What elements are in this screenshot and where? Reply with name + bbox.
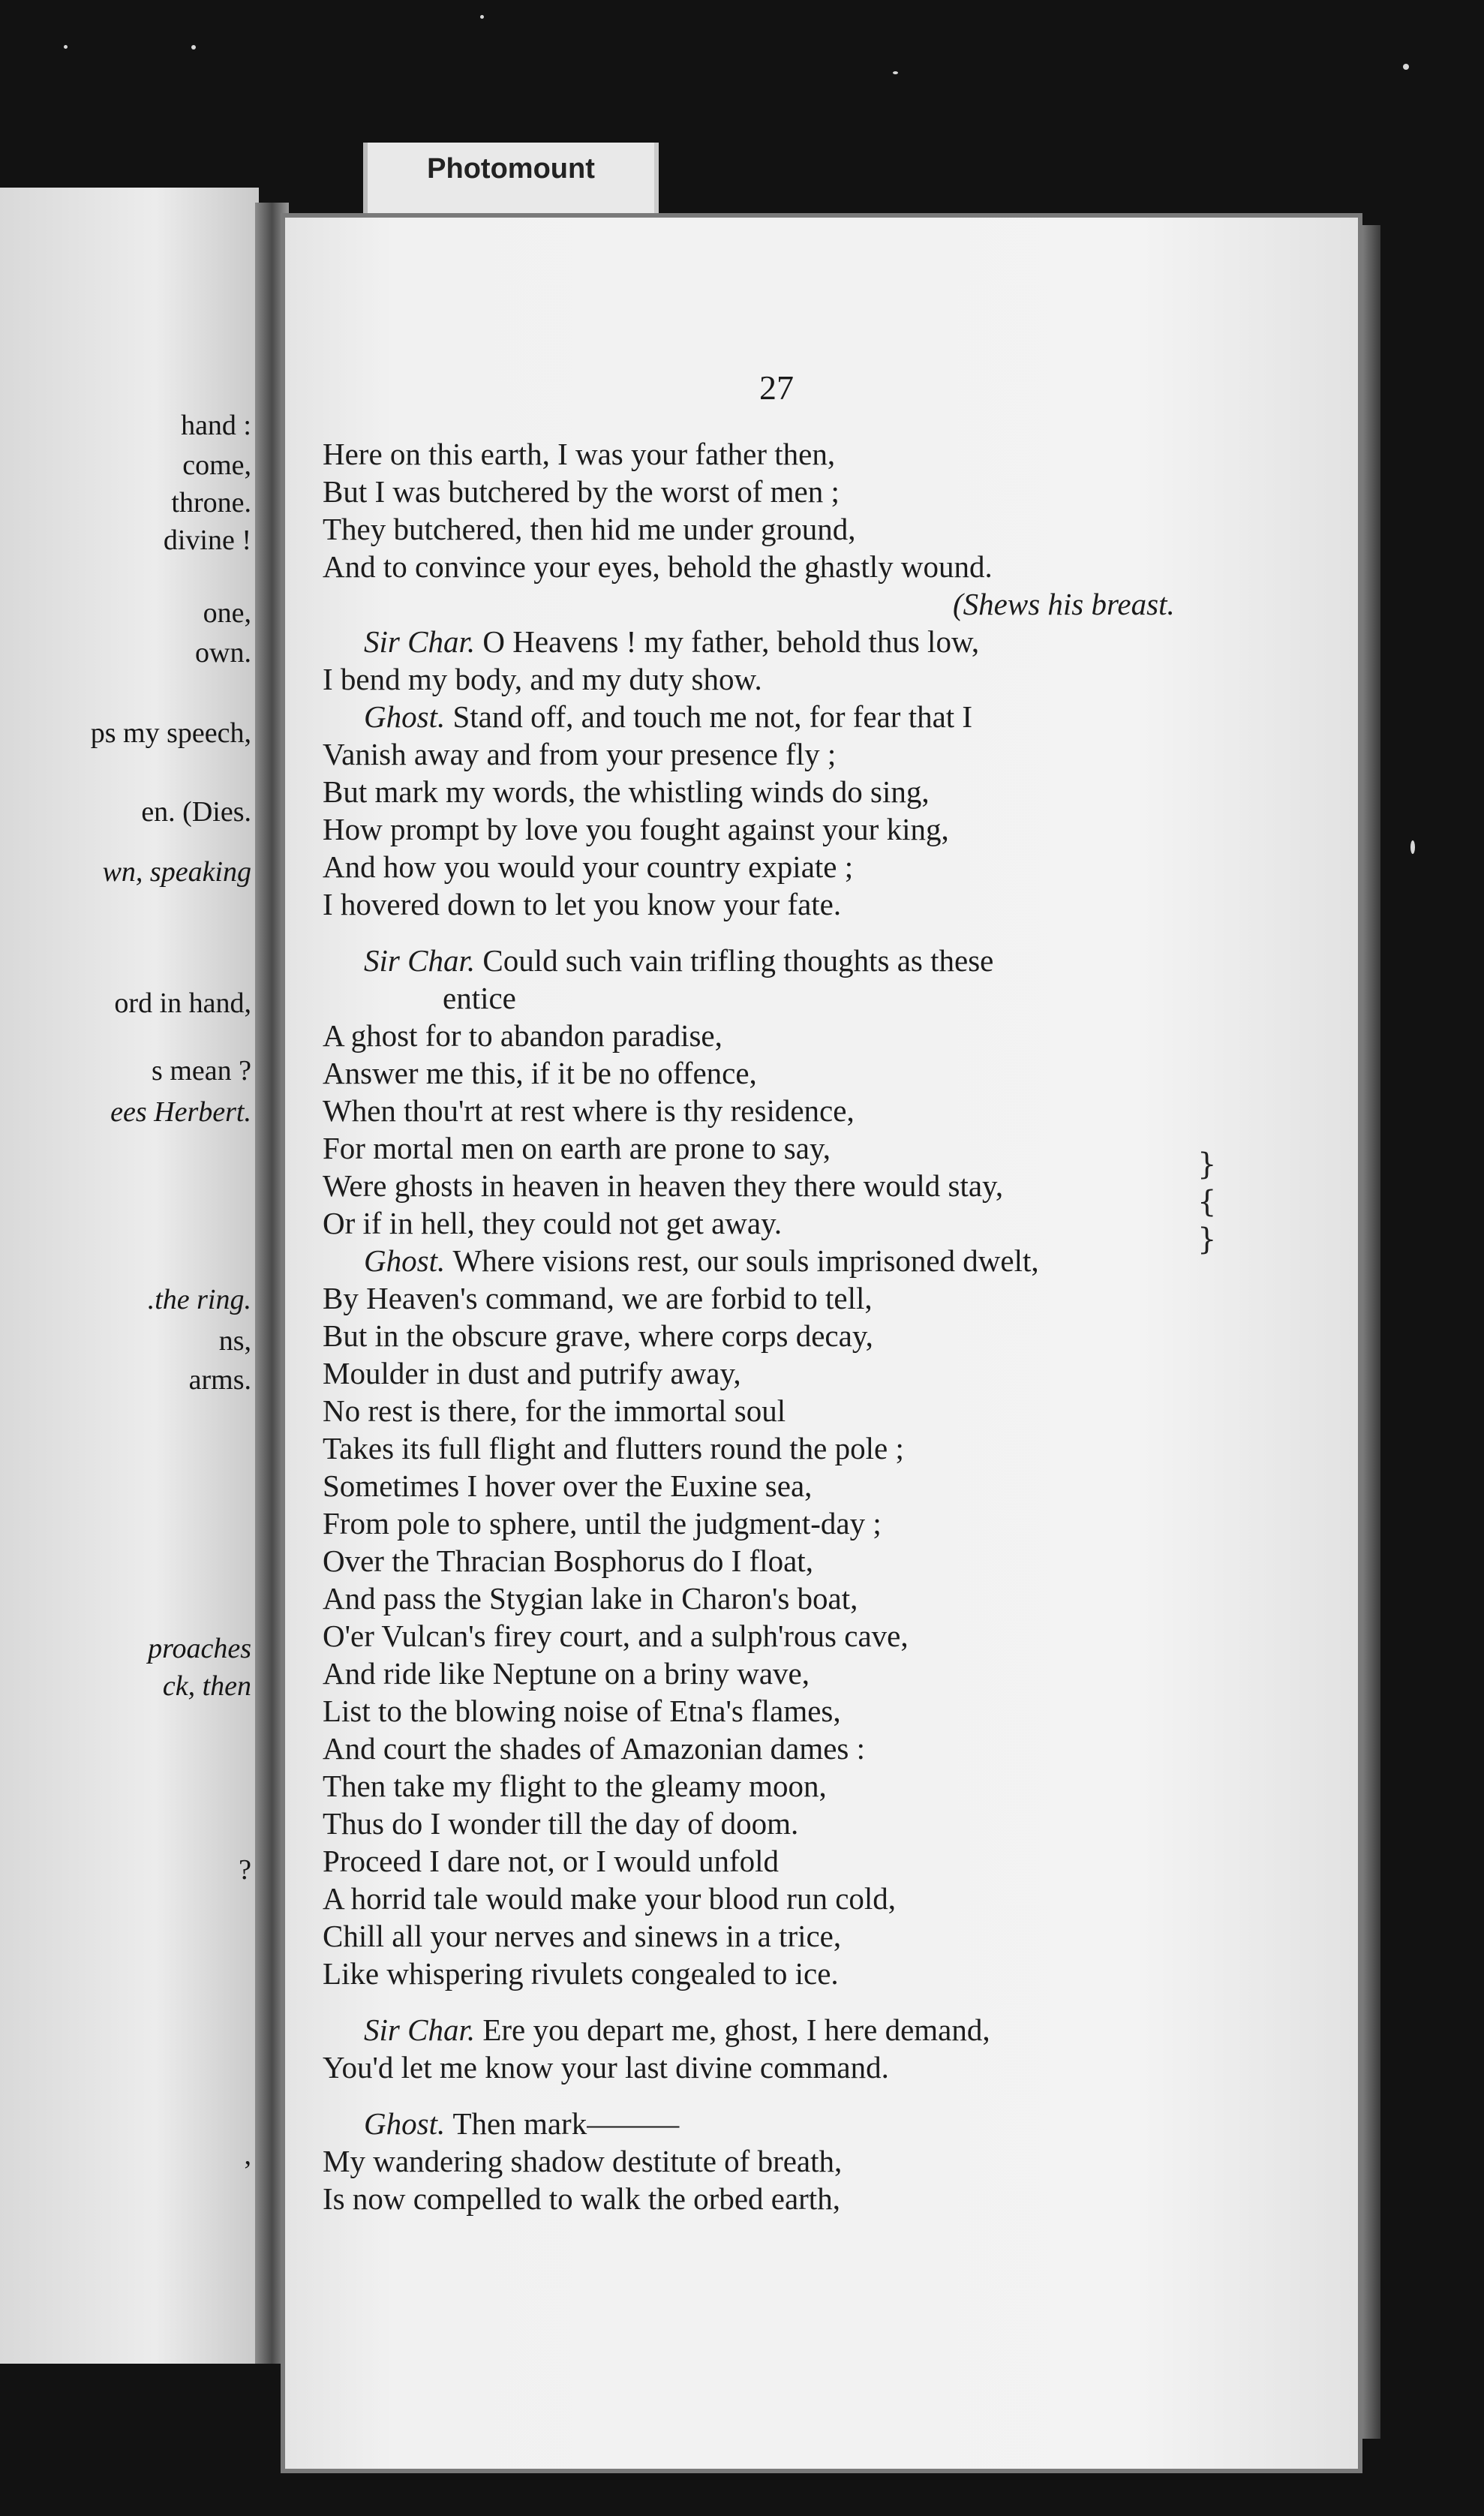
line-text: Thus do I wonder till the day of doom. bbox=[323, 1806, 799, 1841]
text-line bbox=[364, 2105, 679, 2142]
left-page-fragment: one, bbox=[203, 597, 251, 629]
text-line bbox=[364, 698, 972, 735]
dust-speck bbox=[480, 15, 484, 19]
line-text: Moulder in dust and putrify away, bbox=[323, 1356, 741, 1390]
text-line bbox=[323, 1167, 1003, 1204]
text-line bbox=[323, 1354, 741, 1392]
text-line bbox=[323, 1429, 904, 1467]
line-text: A ghost for to abandon paradise, bbox=[323, 1018, 722, 1053]
line-text: Here on this earth, I was your father then, bbox=[323, 437, 836, 471]
line-text: A horrid tale would make your blood run cold, bbox=[323, 1881, 897, 1916]
left-page-fragment: own. bbox=[195, 637, 251, 669]
left-page-fragment: ck, then bbox=[162, 1670, 251, 1702]
text-line bbox=[323, 1467, 812, 1504]
text-line bbox=[323, 1617, 909, 1655]
line-text: My wandering shadow destitute of breath, bbox=[323, 2144, 843, 2178]
left-page-fragment: ns, bbox=[218, 1325, 251, 1357]
speaker-name: Sir Char. bbox=[364, 943, 483, 978]
left-page-fragment: en. (Dies. bbox=[141, 796, 251, 828]
line-text: Ere you depart me, ghost, I here demand, bbox=[482, 2012, 990, 2047]
text-line bbox=[323, 1805, 798, 1842]
line-text: Then mark——— bbox=[452, 2106, 680, 2141]
text-line bbox=[323, 1054, 757, 1092]
dust-speck bbox=[893, 71, 898, 74]
line-text: I bend my body, and my duty show. bbox=[323, 662, 762, 696]
left-page-fragment: proaches bbox=[148, 1633, 251, 1664]
line-text: List to the blowing noise of Etna's flames, bbox=[323, 1694, 841, 1728]
text-line bbox=[323, 1842, 779, 1880]
dust-speck bbox=[191, 45, 196, 50]
line-text: And court the shades of Amazonian dames : bbox=[323, 1731, 866, 1766]
line-text: Sometimes I hover over the Euxine sea, bbox=[323, 1468, 813, 1503]
text-line bbox=[364, 1242, 1039, 1279]
speaker-name: Sir Char. bbox=[364, 624, 483, 659]
brace-glyph: { bbox=[1197, 1185, 1217, 1219]
line-text: Over the Thracian Bosphorus do I float, bbox=[323, 1544, 813, 1578]
line-text: Where visions rest, our souls imprisoned dwelt, bbox=[452, 1243, 1039, 1278]
left-page-fragment: arms. bbox=[188, 1364, 251, 1396]
text-line bbox=[323, 1767, 827, 1805]
speaker-name: Sir Char. bbox=[364, 2012, 483, 2047]
text-line bbox=[323, 1730, 865, 1767]
line-text: O Heavens ! my father, behold thus low, bbox=[482, 624, 980, 659]
speaker-name: Ghost. bbox=[364, 699, 453, 734]
page-number: 27 bbox=[759, 368, 794, 407]
line-text: No rest is there, for the immortal soul bbox=[323, 1393, 786, 1428]
text-line bbox=[323, 1955, 839, 1992]
line-text: From pole to sphere, until the judgment-day ; bbox=[323, 1506, 882, 1541]
line-text: But I was butchered by the worst of men ; bbox=[323, 474, 840, 509]
text-line bbox=[323, 1392, 786, 1429]
line-text: And ride like Neptune on a briny wave, bbox=[323, 1656, 810, 1691]
left-page-fragment: ees Herbert. bbox=[110, 1096, 251, 1128]
text-line bbox=[323, 1279, 873, 1317]
left-page-fragment: hand : bbox=[181, 410, 251, 441]
speaker-name: Ghost. bbox=[364, 1243, 453, 1278]
line-text: Proceed I dare not, or I would unfold bbox=[323, 1844, 779, 1878]
speaker-name: Ghost. bbox=[364, 2106, 453, 2141]
text-line bbox=[323, 435, 835, 473]
line-text: (Shews his breast. bbox=[953, 587, 1175, 621]
text-line bbox=[323, 548, 993, 585]
line-text: And pass the Stygian lake in Charon's boat, bbox=[323, 1581, 858, 1616]
line-text: Could such vain trifling thoughts as these bbox=[482, 943, 994, 978]
text-line bbox=[323, 1204, 782, 1242]
dust-speck bbox=[1410, 840, 1415, 854]
left-page-fragment: ps my speech, bbox=[90, 717, 251, 749]
line-text: But mark my words, the whistling winds do sing, bbox=[323, 774, 930, 809]
text-line bbox=[323, 1542, 813, 1580]
text-line bbox=[323, 1017, 722, 1054]
text-line bbox=[323, 1692, 841, 1730]
line-text: I hovered down to let you know your fate. bbox=[323, 887, 842, 921]
text-line bbox=[443, 979, 516, 1017]
line-text: And how you would your country expiate ; bbox=[323, 849, 854, 884]
left-page-fragment: .the ring. bbox=[147, 1284, 251, 1315]
line-text: Takes its full flight and flutters round the pole ; bbox=[323, 1431, 904, 1465]
text-line bbox=[323, 510, 855, 548]
brace-glyph: } bbox=[1197, 1147, 1217, 1182]
text-line bbox=[323, 473, 840, 510]
text-line bbox=[323, 848, 853, 885]
line-text: Vanish away and from your presence fly ; bbox=[323, 737, 837, 771]
line-text: But in the obscure grave, where corps decay, bbox=[323, 1318, 873, 1353]
line-text: Then take my flight to the gleamy moon, bbox=[323, 1769, 827, 1803]
photomount-label: Photomount bbox=[363, 143, 659, 218]
text-line bbox=[323, 2180, 840, 2217]
line-text: entice bbox=[443, 981, 516, 1015]
line-text: Answer me this, if it be no offence, bbox=[323, 1056, 757, 1090]
line-text: Chill all your nerves and sinews in a trice, bbox=[323, 1919, 842, 1953]
left-page-fragment: ? bbox=[239, 1854, 251, 1886]
line-text: How prompt by love you fought against your king, bbox=[323, 812, 949, 846]
brace-mark bbox=[1197, 1146, 1220, 1258]
text-line bbox=[323, 1580, 858, 1617]
line-text: For mortal men on earth are prone to say, bbox=[323, 1131, 831, 1165]
left-page-fragment: throne. bbox=[171, 487, 251, 519]
text-line bbox=[323, 1880, 896, 1917]
text-line bbox=[323, 1917, 841, 1955]
line-text: You'd let me know your last divine command. bbox=[323, 2050, 889, 2085]
line-text: Stand off, and touch me not, for fear that I bbox=[452, 699, 973, 734]
line-text: Like whispering rivulets congealed to ice. bbox=[323, 1956, 839, 1991]
line-text: When thou'rt at rest where is thy residence, bbox=[323, 1093, 855, 1128]
book-gutter bbox=[255, 203, 289, 2364]
text-line bbox=[323, 885, 841, 923]
left-page-fragment: , bbox=[244, 2139, 251, 2171]
left-page-fragment: come, bbox=[182, 449, 251, 481]
text-line bbox=[323, 1655, 810, 1692]
line-text: Were ghosts in heaven in heaven they there would stay, bbox=[323, 1168, 1004, 1203]
text-line bbox=[953, 585, 1175, 623]
line-text: By Heaven's command, we are forbid to tell, bbox=[323, 1281, 873, 1315]
text-line bbox=[323, 1129, 831, 1167]
page-edge-shadow bbox=[1358, 225, 1380, 2439]
dust-speck bbox=[64, 45, 68, 49]
text-line bbox=[323, 735, 836, 773]
left-page-fragment: wn, speaking bbox=[102, 856, 251, 888]
line-text: And to convince your eyes, behold the ghastly wound. bbox=[323, 549, 993, 584]
text-line bbox=[364, 623, 979, 660]
text-line bbox=[323, 773, 930, 810]
left-page-fragment: divine ! bbox=[163, 525, 251, 556]
dust-speck bbox=[1403, 64, 1409, 70]
text-line bbox=[323, 1504, 882, 1542]
text-line bbox=[364, 2011, 990, 2049]
previous-page bbox=[0, 188, 259, 2364]
line-text: They butchered, then hid me under ground, bbox=[323, 512, 856, 546]
line-text: O'er Vulcan's firey court, and a sulph'rous cave, bbox=[323, 1619, 909, 1653]
text-line bbox=[323, 1092, 855, 1129]
text-line bbox=[323, 2142, 842, 2180]
left-page-fragment: ord in hand, bbox=[114, 987, 251, 1019]
brace-glyph: } bbox=[1197, 1222, 1217, 1257]
left-page-fragment: s mean ? bbox=[152, 1055, 251, 1087]
text-line bbox=[323, 660, 762, 698]
text-line bbox=[364, 942, 993, 979]
text-line bbox=[323, 1317, 873, 1354]
text-line bbox=[323, 2049, 889, 2086]
text-line bbox=[323, 810, 949, 848]
line-text: Or if in hell, they could not get away. bbox=[323, 1206, 783, 1240]
line-text: Is now compelled to walk the orbed earth, bbox=[323, 2181, 840, 2216]
